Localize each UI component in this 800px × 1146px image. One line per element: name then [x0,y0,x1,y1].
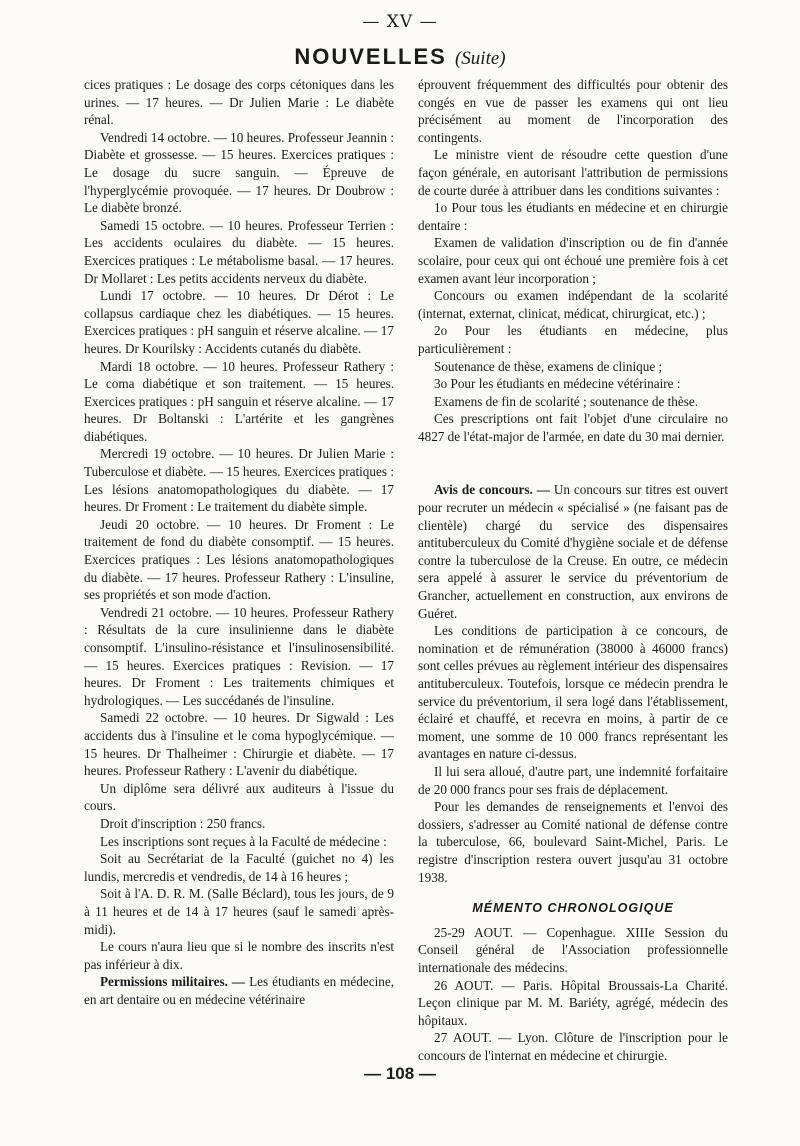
memento-heading: MÉMENTO CHRONOLOGIQUE [472,901,674,916]
paragraph: Mercredi 19 octobre. — 10 heures. Dr Julien Marie : Tuberculose et diabète. — 15 heures. Exercices pratiques : Les lésions anatomopathologiques du diabète. — 17 heures. Dr Froment : Le traitement du diabète simple. [84,446,394,515]
left-column [84,76,394,1008]
paragraph: Examen de validation d'inscription ou de fin d'année scolaire, pour ceux qui ont échoué une première fois à cet examen avant leur incorporation ; [418,235,728,286]
memento-entry: 25-29 AOUT. — Copenhague. XIIIe Session du Conseil général de l'Association professionnelle internationale des médecins. [418,924,728,975]
paragraph: Le ministre vient de résoudre cette question d'une façon générale, en autorisant l'attribution de permissions de courte durée à attribuer dans les conditions suivantes : [418,147,728,198]
concours-title: Avis de concours. — [434,482,550,498]
paragraph: Soit à l'A. D. R. M. (Salle Béclard), tous les jours, de 9 à 11 heures et de 14 à 17 heures (sauf le samedi après-midi). [84,886,394,937]
paragraph: Vendredi 14 octobre. — 10 heures. Professeur Jeannin : Diabète et grossesse. — 15 heures. Exercices pratiques : Le dosage du sucre sanguin. — Épreuve de l'hyperglycémie provoquée. — 17 heures. Dr Doubrow : Le diabète bronzé. [84,129,394,216]
section-title [0,44,800,70]
paragraph: Concours ou examen indépendant de la scolarité (internat, externat, clinicat, médicat, chirurgicat, etc.) ; [418,288,728,321]
paragraph: Lundi 17 octobre. — 10 heures. Dr Dérot : Le collapsus cardiaque chez les diabétiques. — 15 heures. Exercices pratiques : pH sanguin et réserve alcaline. — 17 heures. Dr Kourilsky : Accidents cutanés du diabète. [84,288,394,356]
paragraph: éprouvent fréquemment des difficultés pour obtenir des congés en vue de passer les examens qui ont lieu précisément au moment de l'incorporation des contingents. [418,77,728,145]
paragraph: Samedi 22 octobre. — 10 heures. Dr Sigwald : Les accidents dus à l'insuline et le coma hypoglycémique. — 15 heures. Dr Thalheimer : Chirurgie et diabète. — 17 heures. Professeur Rathery : L'avenir du diabétique. [84,710,394,779]
paragraph: Soit au Secrétariat de la Faculté (guichet no 4) les lundis, mercredis et vendredis, de 14 à 16 heures ; [84,851,394,884]
paragraph: 1o Pour tous les étudiants en médecine et en chirurgie dentaire : [418,200,728,233]
memento-entry: 26 AOUT. — Paris. Hôpital Broussais-La Charité. Leçon clinique par M. M. Bariéty, agrégé, médecin des hôpitaux. [418,977,728,1028]
paragraph: Le cours n'aura lieu que si le nombre des inscrits n'est pas inférieur à dix. [84,939,394,972]
permissions-text: Les étudiants en médecine, en art dentaire ou en médecine vétérinaire [84,974,394,1007]
memento-entry: 27 AOUT. — Lyon. Clôture de l'inscription pour le concours de l'internat en médecine et chirurgie. [418,1030,728,1063]
roman-page-label: — XV — [362,12,438,32]
paragraph: 2o Pour les étudiants en médecine, plus particulièrement : [418,323,728,356]
paragraph: Jeudi 20 octobre. — 10 heures. Dr Froment : Le traitement de fond du diabète consomptif. — 15 heures. Exercices pratiques : Les lésions anatomopathologiques du diabète. — 17 heures. Professeur Rathery : L'insuline, ses propriétés et son mode d'action. [84,516,394,603]
section-title-suite: (Suite) [454,48,506,69]
permissions-title: Permissions militaires. — [100,974,246,990]
page-number: — 108 — [364,1064,436,1083]
paragraph: Examens de fin de scolarité ; soutenance de thèse. [434,393,699,409]
paragraph: Soutenance de thèse, examens de clinique ; [434,358,663,374]
paragraph: Un diplôme sera délivré aux auditeurs à l'issue du cours. [84,780,394,814]
right-column [418,76,728,1064]
paragraph: Droit d'inscription : 250 francs. [100,815,266,831]
paragraph: Samedi 15 octobre. — 10 heures. Professeur Terrien : Les accidents oculaires du diabète. — 15 heures. Exercices pratiques : Le métabolisme basal. — 17 heures. Dr Mollaret : Les petits accidents nerveux du diabète. [84,217,394,286]
paragraph: Ces prescriptions ont fait l'objet d'une circulaire no 4827 de l'état-major de l'armée, en date du 30 mai dernier. [418,411,728,444]
paragraph: Pour les demandes de renseignements et l'envoi des dossiers, s'adresser au Comité national de défense contre la tuberculose, 66, boulevard Saint-Michel, Paris. Le registre d'inscription restera ouvert jusqu'au 31 octobre 1938. [418,799,728,885]
permissions-paragraph [84,973,394,1008]
section-title-main: NOUVELLES [294,44,447,69]
paragraph: Il lui sera alloué, d'autre part, une indemnité forfaitaire de 20 000 francs pour ses frais de déplacement. [418,763,728,797]
paragraph: Les inscriptions sont reçues à la Faculté de médecine : [100,833,387,849]
paragraph: cices pratiques : Le dosage des corps cétoniques dans les urines. — 17 heures. — Dr Julien Marie : Le diabète rénal. [84,77,394,128]
concours-paragraph [418,481,728,622]
paragraph: Mardi 18 octobre. — 10 heures. Professeur Rathery : Le coma diabétique et son traitement. — 15 heures. Exercices pratiques : pH sanguin et réserve alcaline. — 17 heures. Dr Boltanski : L'artérite et les gangrènes diabétiques. [84,358,394,444]
paragraph: 3o Pour les étudiants en médecine vétérinaire : [434,376,681,392]
paragraph: Vendredi 21 octobre. — 10 heures. Professeur Rathery : Résultats de la cure insulinienne dans le diabète consomptif. L'insulino-résistance et l'insulinosensibilité. — 15 heures. Exercices pratiques : Revision. — 17 heures. Dr Froment : Les traitements chimiques et hydrologiques. — Les succédanés de l'insuline. [84,604,394,708]
concours-text: Un concours sur titres est ouvert pour recruter un médecin « spécialisé » (ne faisant pas de clientèle) chargé du service des dispensaires antituberculeux du Comité d'hygiène sociale et de défense contre la tuberculose de la Creuse. En outre, ce médecin sera appelé à assurer le service du préventorium de Grancher, actuellement en construction, aux environs de Guéret. [418,482,728,621]
paragraph: Les conditions de participation à ce concours, de nomination et de rémunération (38000 à 46000 francs) sont celles prévues au règlement intérieur des dispensaires antituberculeux. Toutefois, lorsque ce médecin prendra le service du préventorium, il sera logé dans l'établissement, éclairé et chauffé, et recevra en moins, à partir de ce moment, une somme de 10 000 francs représentant les avantages en nature ci-dessus. [418,623,728,762]
